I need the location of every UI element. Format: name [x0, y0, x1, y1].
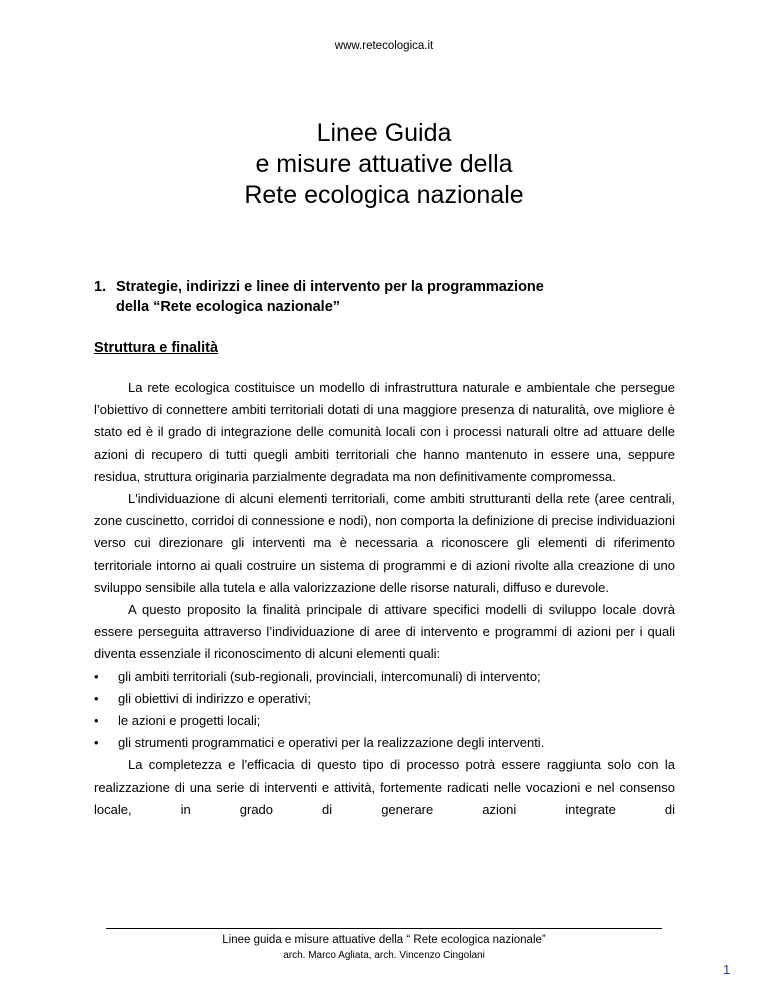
bullet-icon: •: [94, 713, 99, 729]
page-number: 1: [723, 962, 731, 977]
title-line-1: Linee Guida: [316, 119, 452, 147]
list-item: [94, 710, 675, 732]
list-item: [94, 732, 675, 754]
footer-title: Linee guida e misure attuative della “ Rete ecologica nazionale”: [222, 934, 546, 946]
bullet-list: [94, 666, 675, 755]
section-heading: [94, 277, 674, 317]
list-item-text: gli obiettivi di indirizzo e operativi;: [118, 690, 311, 706]
paragraph: A questo proposito la finalità principale di attivare specifici modelli di sviluppo locale dovrà essere perseguita attraverso l’individuazione di aree di intervento e programmi di azioni per i quali diventa essenziale il riconoscimento di alcuni elementi quali:: [94, 602, 675, 662]
section-number: 1.: [94, 279, 107, 295]
list-item: [94, 666, 675, 688]
section-heading-line-1: Strategie, indirizzi e linee di intervento per la programmazione: [116, 279, 544, 295]
list-item: [94, 688, 675, 710]
bullet-icon: •: [94, 690, 99, 706]
section-heading-line-2: della “Rete ecologica nazionale”: [116, 299, 341, 315]
footer-divider: [106, 928, 662, 929]
closing-paragraph: La completezza e l'efficacia di questo tipo di processo potrà essere raggiunta solo con la realizzazione di una serie di interventi e attività, fortemente radicati nelle vocazioni e nel consenso locale, in grado di generare azioni integrate di: [94, 757, 675, 817]
bullet-icon: •: [94, 735, 99, 751]
document-title: [0, 118, 768, 211]
list-item-text: gli ambiti territoriali (sub-regionali, provinciali, intercomunali) di intervento;: [118, 668, 541, 684]
list-item-text: le azioni e progetti locali;: [118, 713, 261, 729]
header-url: www.retecologica.it: [334, 40, 434, 52]
title-line-2: e misure attuative della: [255, 150, 513, 178]
bullet-icon: •: [94, 668, 99, 684]
title-line-3: Rete ecologica nazionale: [244, 181, 524, 209]
body-text: [94, 377, 675, 821]
subheading: Struttura e finalità: [94, 340, 219, 356]
paragraph: La rete ecologica costituisce un modello di infrastruttura naturale e ambientale che persegue l’obiettivo di connettere ambiti territoriali dotati di una maggiore presenza di naturalità, ove migliore è stato ed è il grado di integrazione delle comunità locali con i processi naturali oltre ad attuare delle azioni di recupero di tutti quegli ambiti territoriali che hanno mantenuto in essere una, seppure residua, struttura originaria parzialmente degradata ma non definitivamente compromessa.: [94, 380, 675, 484]
paragraph: L'individuazione di alcuni elementi territoriali, come ambiti strutturanti della rete (aree centrali, zone cuscinetto, corridoi di connessione e nodi), non comporta la definizione di precise individuazioni verso cui direzionare gli interventi ma è necessaria a riconoscere gli elementi di riferimento territoriale intorno ai quali costruire un sistema di programmi e di azioni rivolte alla creazione di uno sviluppo sensibile alla tutela e alla valorizzazione delle risorse naturali, diffuso e durevole.: [94, 491, 676, 595]
footer-authors: arch. Marco Agliata, arch. Vincenzo Cingolani: [283, 950, 485, 961]
list-item-text: gli strumenti programmatici e operativi per la realizzazione degli interventi.: [118, 735, 545, 751]
